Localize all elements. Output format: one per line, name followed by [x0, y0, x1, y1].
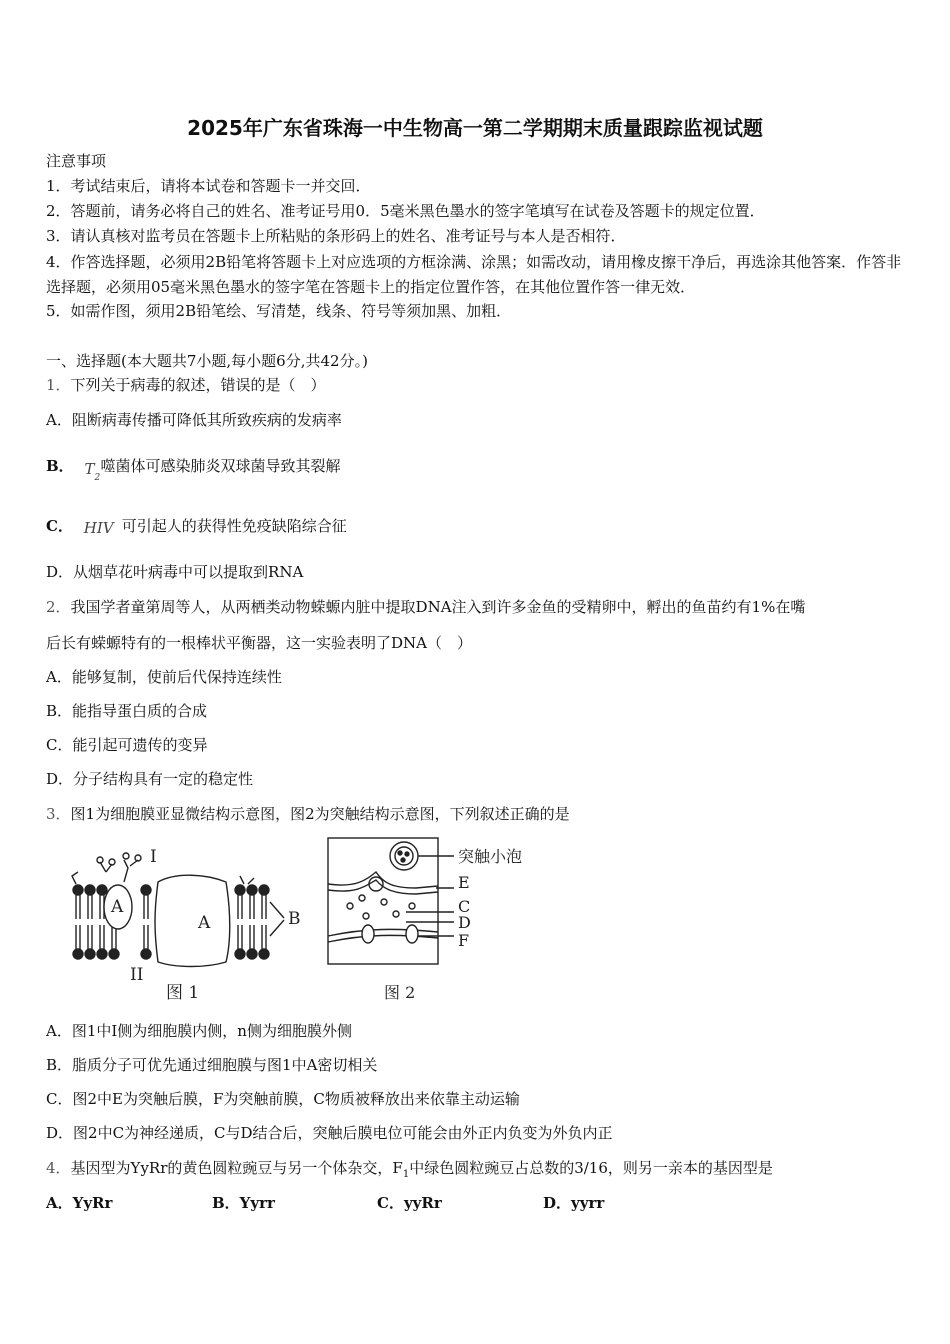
q1-option-a[interactable]: A．阻断病毒传播可降低其所致疾病的发病率: [46, 411, 342, 429]
f1-subscript: 1: [402, 1169, 410, 1180]
fig1-caption: 图 1: [166, 983, 200, 1003]
fig1-label-II: II: [130, 965, 144, 985]
question-number: 4．: [46, 1159, 71, 1177]
q1-option-d[interactable]: D．从烟草花叶病毒中可以提取到RNA: [46, 563, 304, 581]
question-2-stem-cont: 后长有蝾螈特有的一根棒状平衡器，这一实验表明了DNA（ ）: [46, 634, 472, 652]
question-1-stem: [46, 374, 326, 396]
fig1-label-A-small: A: [111, 897, 124, 917]
notice-item: 1．考试结束后，请将本试卷和答题卡一并交回．: [46, 177, 371, 195]
q4-option-a[interactable]: A．YyRr: [46, 1194, 113, 1212]
fig2-caption: 图 2: [384, 983, 416, 1002]
page-title: 2025年广东省珠海一中生物高一第二学期期末质量跟踪监视试题: [187, 116, 763, 140]
q3-figures: [66, 832, 546, 1016]
figure-2-synapse: [328, 838, 454, 964]
q3-option-a[interactable]: A．图1中I侧为细胞膜内侧，n侧为细胞膜外侧: [46, 1022, 352, 1040]
fig2-label-C: C: [458, 897, 471, 916]
option-text: 可引起人的获得性免疫缺陷综合征: [121, 517, 347, 535]
question-2-stem: [46, 596, 805, 618]
q2-option-d[interactable]: D．分子结构具有一定的稳定性: [46, 770, 254, 788]
fig2-label-E: E: [458, 873, 470, 892]
hiv-symbol: HIV: [83, 519, 114, 537]
question-3-stem: [46, 803, 570, 825]
fig2-label-vesicle: 突触小泡: [458, 847, 523, 866]
t2-symbol: T: [84, 460, 95, 478]
fig2-label-F: F: [458, 931, 470, 950]
q1-option-c[interactable]: [46, 515, 347, 537]
notice-item: 5．如需作图，须用2B铅笔绘、写清楚，线条、符号等须加黑、加粗．: [46, 302, 512, 320]
q4-option-d[interactable]: D．yyrr: [543, 1194, 605, 1212]
section-heading: 一、选择题(本大题共7小题,每小题6分,共42分。): [46, 352, 368, 370]
question-number: 2．: [46, 598, 71, 616]
question-number: 3．: [46, 805, 71, 823]
notice-item: 4．作答选择题，必须用2B铅笔将答题卡上对应选项的方框涂满、涂黑；如需改动，请用橡皮擦干净后，再选涂其他答案．作答非选择题，必须用05毫米黑色墨水的签字笔在答题卡上的指定位置作答，在其他位置作答一律无效．: [46, 253, 902, 296]
fig1-label-A-large: A: [198, 913, 211, 933]
option-label: B．: [46, 457, 74, 475]
question-number: 1．: [46, 376, 71, 394]
question-text-cont: 中绿色圆粒豌豆占总数的3/16，则另一亲本的基因型是: [409, 1159, 773, 1177]
option-label: C．: [46, 517, 73, 535]
q2-option-c[interactable]: C．能引起可遗传的变异: [46, 736, 208, 754]
fig1-label-I: I: [150, 847, 157, 867]
notice-item: 3．请认真核对监考员在答题卡上所粘贴的条形码上的姓名、准考证号与本人是否相符．: [46, 227, 626, 245]
question-text: 基因型为YyRr的黄色圆粒豌豆与另一个体杂交，F: [70, 1159, 403, 1177]
option-text: 噬菌体可感染肺炎双球菌导致其裂解: [100, 457, 341, 475]
q4-option-b[interactable]: B．Yyrr: [212, 1194, 275, 1212]
question-text: 图1为细胞膜亚显微结构示意图，图2为突触结构示意图，下列叙述正确的是: [70, 805, 570, 823]
t2-subscript: 2: [94, 473, 101, 483]
fig2-label-D: D: [458, 913, 471, 932]
fig1-label-B: B: [288, 909, 301, 929]
q3-option-d[interactable]: D．图2中C为神经递质，C与D结合后，突触后膜电位可能会由外正内负变为外负内正: [46, 1124, 613, 1142]
q2-option-b[interactable]: B．能指导蛋白质的合成: [46, 702, 208, 720]
q3-option-c[interactable]: C．图2中E为突触后膜，F为突触前膜，C物质被释放出来依靠主动运输: [46, 1090, 520, 1108]
membrane-synapse-figure: [66, 832, 546, 1012]
q3-option-b[interactable]: B．脂质分子可优先通过细胞膜与图1中A密切相关: [46, 1056, 378, 1074]
q4-option-c[interactable]: C．yyRr: [377, 1194, 442, 1212]
question-text: 我国学者童第周等人，从两栖类动物蝾螈内脏中提取DNA注入到许多金鱼的受精卵中，孵出的鱼苗约有1%在嘴: [70, 598, 806, 616]
figure-1-membrane: [72, 853, 284, 967]
question-text: 下列关于病毒的叙述，错误的是（ ）: [70, 376, 326, 394]
q1-option-b[interactable]: [46, 455, 341, 483]
notice-item: 2．答题前，请务必将自己的姓名、准考证号用0．5毫米黑色墨水的签字笔填写在试卷及答题卡的规定位置．: [46, 202, 765, 220]
notice-heading: 注意事项: [46, 152, 107, 170]
question-4-stem: [46, 1157, 773, 1186]
q2-option-a[interactable]: A．能够复制，使前后代保持连续性: [46, 668, 282, 686]
